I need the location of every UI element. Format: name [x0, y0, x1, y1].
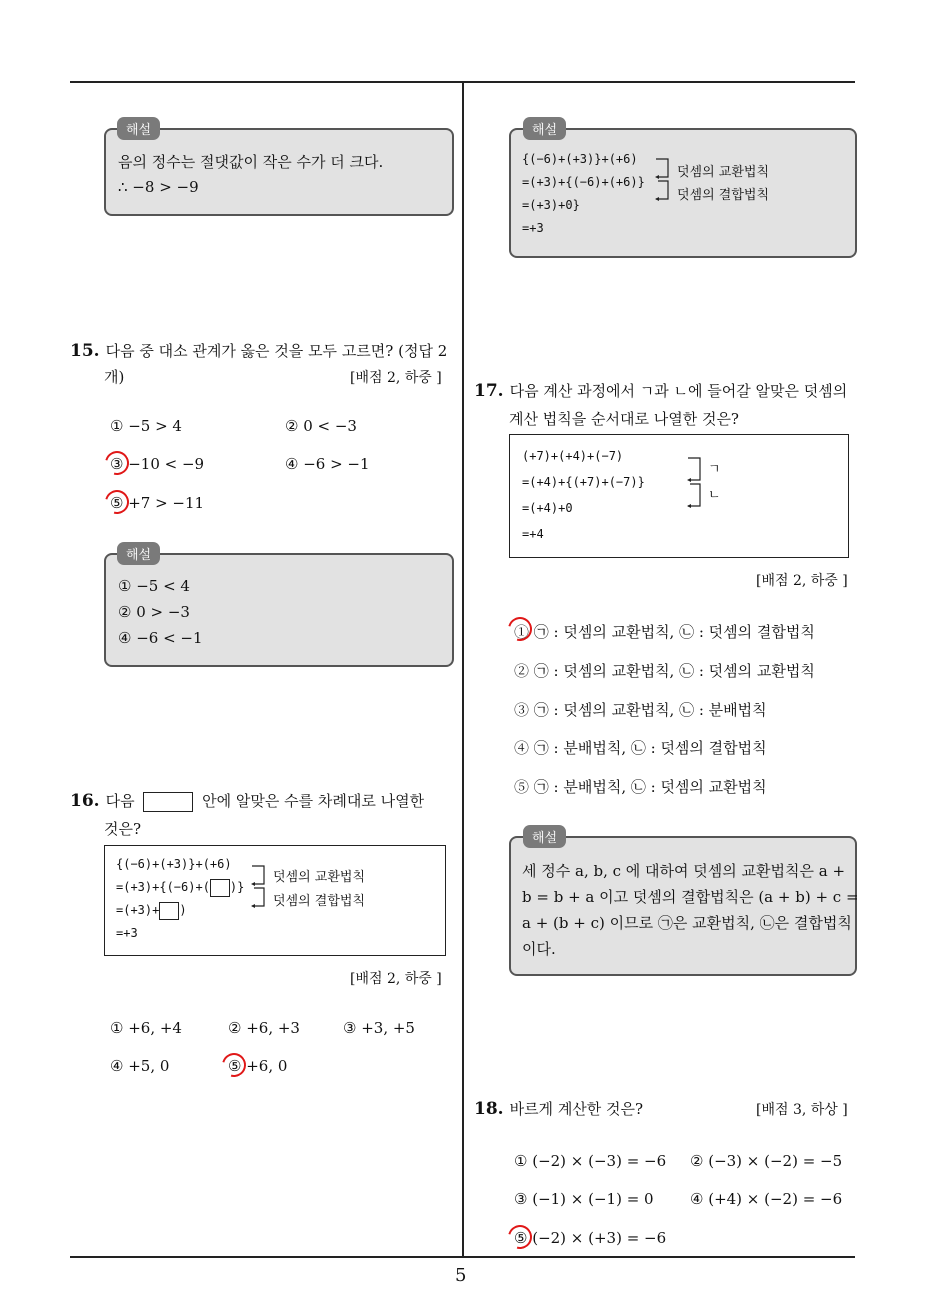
q18-option-5[interactable]: ⑤ (−2) × (+3) = −6	[514, 1229, 667, 1247]
q15-question-line2: 개)	[104, 368, 125, 386]
q18-score: [배점 3, 하상 ]	[756, 1102, 848, 1118]
q16-explanation-calc-line4: =+3	[522, 221, 544, 235]
q18-option-4[interactable]: ④ (+4) × (−2) = −6	[690, 1190, 843, 1208]
q17-explanation-line1: 세 정수 a, b, c 에 대하여 덧셈의 교환법칙은 a +	[522, 862, 846, 880]
q17-calc-line4: =+4	[522, 527, 544, 541]
q15-option-5[interactable]: ⑤ +7 > −11	[110, 494, 205, 512]
q16-law2: 덧셈의 결합법칙	[273, 894, 366, 909]
q15-question-line1: 다음 중 대소 관계가 옳은 것을 모두 고르면? (정답 2	[105, 342, 448, 360]
q17-explanation-line2: b = b + a 이고 덧셈의 결합법칙은 (a + b) + c =	[522, 888, 859, 906]
q16-explanation-tag: 해설	[523, 117, 566, 140]
q16-explanation-calc-line3: =(+3)+0}	[522, 198, 580, 212]
q15-score: [배점 2, 하중 ]	[350, 370, 442, 386]
q16-explanation-calc	[522, 148, 645, 240]
q17-question	[474, 380, 864, 401]
q16-explanation-calc-line1: {(−6)+(+3)}+(+6)	[522, 152, 638, 166]
column-divider	[462, 83, 464, 1258]
q17-calc	[522, 443, 645, 547]
q18-option-1[interactable]: ① (−2) × (−3) = −6	[514, 1152, 667, 1170]
q16-option-2[interactable]: ② +6, +3	[228, 1019, 300, 1037]
q18-option-2[interactable]: ② (−3) × (−2) = −5	[690, 1152, 843, 1170]
q15-explanation-tag: 해설	[117, 542, 160, 565]
q16-question-pre: 다음	[105, 792, 135, 810]
q16-blank-1	[210, 879, 230, 897]
q16-blank-2	[159, 902, 179, 920]
q15-explanation-line1: ① −5 < 4	[118, 577, 190, 595]
q16-option-1[interactable]: ① +6, +4	[110, 1019, 182, 1037]
q16-question	[70, 790, 460, 812]
q17-question-line1: 다음 계산 과정에서 ㄱ과 ㄴ에 들어갈 알맞은 덧셈의	[509, 382, 848, 400]
q15-option-4[interactable]: ④ −6 > −1	[285, 455, 370, 473]
q17-label-a: ㄱ	[708, 462, 721, 477]
q16-number: 16.	[70, 791, 100, 811]
q15-option-3[interactable]: ③ −10 < −9	[110, 455, 205, 473]
q15-number: 15.	[70, 341, 100, 361]
q17-calc-line2: =(+4)+{(+7)+(−7)}	[522, 475, 645, 489]
q16-calc	[116, 853, 244, 945]
q17-number: 17.	[474, 381, 504, 401]
q15-explanation-line3: ④ −6 < −1	[118, 629, 203, 647]
q16-option-4[interactable]: ④ +5, 0	[110, 1057, 170, 1075]
q14-explanation-line2: ∴ −8 > −9	[118, 178, 199, 196]
q16-law1: 덧셈의 교환법칙	[273, 870, 366, 885]
answer-mark-icon	[218, 1049, 251, 1082]
q17-score: [배점 2, 하중 ]	[756, 573, 848, 589]
q15-question	[70, 340, 460, 361]
q16-option-3[interactable]: ③ +3, +5	[343, 1019, 415, 1037]
q16-explanation-law2: 덧셈의 결합법칙	[677, 188, 770, 203]
q17-label-b: ㄴ	[708, 488, 721, 503]
answer-mark-icon	[101, 486, 134, 519]
q16-option-5[interactable]: ⑤ +6, 0	[228, 1057, 288, 1075]
q17-option-1[interactable]: ① ㉠ : 덧셈의 교환법칙, ㉡ : 덧셈의 결합법칙	[514, 623, 815, 641]
q16-question-line2: 것은?	[104, 820, 142, 838]
page-number: 5	[455, 1265, 467, 1286]
q17-option-2[interactable]: ② ㉠ : 덧셈의 교환법칙, ㉡ : 덧셈의 교환법칙	[514, 662, 815, 680]
q16-calc-line2: =(+3)+{(−6)+( )}	[116, 876, 244, 899]
q17-explanation-tag: 해설	[523, 825, 566, 848]
q15-explanation-line2: ② 0 > −3	[118, 603, 190, 621]
q15-option-1[interactable]: ① −5 > 4	[110, 417, 182, 435]
q17-option-4[interactable]: ④ ㉠ : 분배법칙, ㉡ : 덧셈의 결합법칙	[514, 739, 767, 757]
q14-explanation-tag: 해설	[117, 117, 160, 140]
q16-explanation-calc-line2: =(+3)+{(−6)+(+6)}	[522, 175, 645, 189]
answer-mark-icon	[101, 447, 134, 480]
bottom-rule	[70, 1256, 855, 1258]
q16-question-post: 안에 알맞은 수를 차례대로 나열한	[202, 792, 425, 810]
q16-answer-blank	[143, 792, 193, 812]
q17-option-5[interactable]: ⑤ ㉠ : 분배법칙, ㉡ : 덧셈의 교환법칙	[514, 778, 767, 796]
q15-option-2[interactable]: ② 0 < −3	[285, 417, 357, 435]
q17-option-3[interactable]: ③ ㉠ : 덧셈의 교환법칙, ㉡ : 분배법칙	[514, 701, 767, 719]
q16-explanation-law1: 덧셈의 교환법칙	[677, 165, 770, 180]
q16-score: [배점 2, 하중 ]	[350, 971, 442, 987]
q16-explanation-bracket-arrows	[652, 155, 676, 203]
q17-explanation-line3: a + (b + c) 이므로 ㉠은 교환법칙, ㉡은 결합법칙	[522, 914, 852, 932]
q14-explanation-box	[104, 128, 454, 216]
q18-option-3[interactable]: ③ (−1) × (−1) = 0	[514, 1190, 654, 1208]
q17-explanation-line4: 이다.	[522, 940, 556, 958]
q17-bracket-arrows	[684, 454, 708, 510]
q17-explanation-text	[522, 858, 859, 962]
q18-number: 18.	[474, 1099, 504, 1119]
q16-calc-line4: =+3	[116, 926, 138, 940]
q18-question	[474, 1098, 643, 1119]
q17-question-line2: 계산 법칙을 순서대로 나열한 것은?	[509, 410, 739, 428]
q17-calc-line1: (+7)+(+4)+(−7)	[522, 449, 624, 463]
q16-calc-line3: =(+3)+ )	[116, 899, 244, 922]
q18-question-text: 바르게 계산한 것은?	[509, 1100, 644, 1118]
q14-explanation-line1: 음의 정수는 절댓값이 작은 수가 더 크다.	[118, 153, 384, 171]
answer-mark-icon	[504, 1221, 537, 1254]
q16-calc-line1: {(−6)+(+3)}+(+6)	[116, 857, 232, 871]
q16-bracket-arrows	[248, 862, 272, 910]
q17-calc-line3: =(+4)+0	[522, 501, 573, 515]
